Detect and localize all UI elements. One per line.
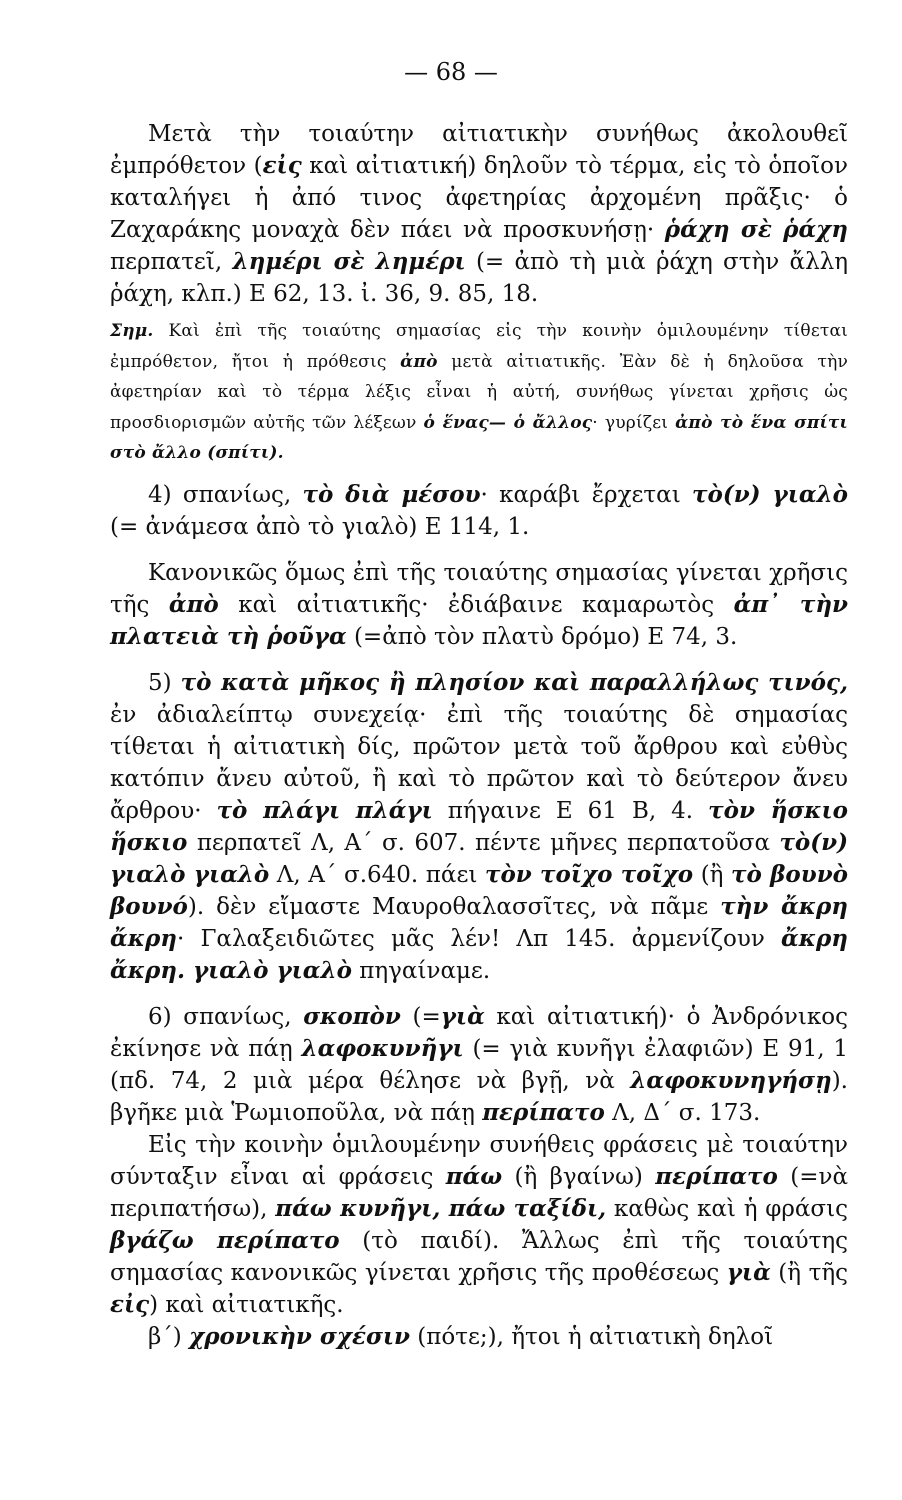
paragraph-section-6: 6) σπανίως, σκοπὸν (=γιὰ καὶ αἰτιατική)· ὁ Ἀνδρόνικος ἐκίνησε νὰ πάῃ λαφοκυνῆγι (= γιὰ κυνῆγι ἐλαφιῶν) Ε 91, 1 (πδ. 74, 2 μιὰ μέρα θέλησε νὰ βγῇ, νὰ λαφοκυνηγήσῃ). βγῆκε μιὰ Ῥωμιοποῦλα, νὰ πάῃ περίπατο Λ, Δ΄ σ. 173. — [110, 1002, 849, 1126]
paragraph-section-b-temporal: β΄) χρονικὴν σχέσιν (πότε;), ἤτοι ἡ αἰτιατικὴ δηλοῖ — [148, 1322, 774, 1350]
spacer — [110, 653, 848, 667]
footnote-remark: Σημ. Καὶ ἐπὶ τῆς τοιαύτης σημασίας εἰς τὴν κοινὴν ὁμιλουμένην τίθεται ἐμπρόθετον, ἤτοι ἡ πρόθεσις ἀπὸ μετὰ αἰτιατικῆς. Ἐὰν δὲ ἡ δηλοῦσα τὴν ἀφετηρίαν καὶ τὸ τέρμα λέξις εἶναι ἡ αὐτή, συνήθως γίνεται χρῆσις ὡς προσδιορισμῶν αὐτῆς τῶν λέξεων ὁ ἕνας— ὁ ἄλλος· γυρίζει ἀπὸ τὸ ἕνα σπίτι στὸ ἄλλο (σπίτι). — [110, 321, 848, 463]
paragraph-accusative-direction: Μετὰ τὴν τοιαύτην αἰτιατικὴν συνήθως ἀκολουθεῖ ἐμπρόθετον (εἰς καὶ αἰτιατική) δηλοῦν τὸ τέρμα, εἰς τὸ ὁποῖον καταλήγει ἡ ἀπό τινος ἀφετηρίας ἀρχομένη πρᾶξις· ὁ Ζαχαράκης μοναχὰ δὲν πάει νὰ προσκυνήσῃ· ῥάχη σὲ ῥάχη περπατεῖ, λημέρι σὲ λημέρι (= ἀπὸ τὴ μιὰ ῥάχη στὴν ἄλλη ῥάχη, κλπ.) Ε 62, 13. ἰ. 36, 9. 85, 18. — [110, 121, 849, 307]
spacer — [110, 543, 848, 557]
paragraph-section-5: 5) τὸ κατὰ μῆκος ἢ πλησίον καὶ παραλλήλως τινός, ἐν ἀδιαλείπτῳ συνεχείᾳ· ἐπὶ τῆς τοιαύτης δὲ σημασίας τίθεται ἡ αἰτιατικὴ δίς, πρῶτον μετὰ τοῦ ἄρθρου καὶ εὐθὺς κατόπιν ἄνευ αὐτοῦ, ἢ καὶ τὸ πρῶτον καὶ τὸ δεύτερον ἄνευ ἄρθρου· τὸ πλάγι πλάγι πήγαινε Ε 61 Β, 4. τὸν ἥσκιο ἥσκιο περπατεῖ Λ, Α΄ σ. 607. πέντε μῆνες περπατοῦσα τὸ(ν) γιαλὸ γιαλὸ Λ, Α΄ σ.640. πάει τὸν τοῖχο τοῖχο (ἢ τὸ βουνὸ βουνό). δὲν εἴμαστε Μαυροθαλασσῖτες, νὰ πᾶμε τὴν ἄκρη ἄκρη· Γαλαξειδιῶτες μᾶς λέν! Λπ 145. ἀρμενίζουν ἄκρη ἄκρη. γιαλὸ γιαλὸ πηγαίναμε. — [110, 668, 849, 984]
page-number: — 68 — — [404, 58, 498, 86]
page-body — [110, 118, 848, 1353]
paragraph-section-4: 4) σπανίως, τὸ διὰ μέσου· καράβι ἔρχεται τὸ(ν) γιαλὸ (= ἀνάμεσα ἀπὸ τὸ γιαλὸ) Ε 114, 1. — [110, 480, 849, 540]
paragraph-section-6-common-phrases: Εἰς τὴν κοινὴν ὁμιλουμένην συνήθεις φράσεις μὲ τοιαύτην σύνταξιν εἶναι αἱ φράσεις πάω (ἢ βγαίνω) περίπατο (=νὰ περιπατήσω), πάω κυνῆγι, πάω ταξίδι, καθὼς καὶ ἡ φράσις βγάζω περίπατο (τὸ παιδί). Ἄλλως ἐπὶ τῆς τοιαύτης σημασίας κανονικῶς γίνεται χρῆσις τῆς προθέσεως γιὰ (ἢ τῆς εἰς) καὶ αἰτιατικῆς. — [110, 1131, 849, 1318]
paragraph-section-4-usage: Κανονικῶς ὅμως ἐπὶ τῆς τοιαύτης σημασίας γίνεται χρῆσις τῆς ἀπὸ καὶ αἰτιατικῆς· ἐδιάβαινε καμαρωτὸς ἀπ᾿ τὴν πλατειὰ τὴ ῥοῦγα (=ἀπὸ τὸν πλατὺ δρόμο) Ε 74, 3. — [110, 559, 848, 650]
spacer — [110, 987, 848, 1001]
